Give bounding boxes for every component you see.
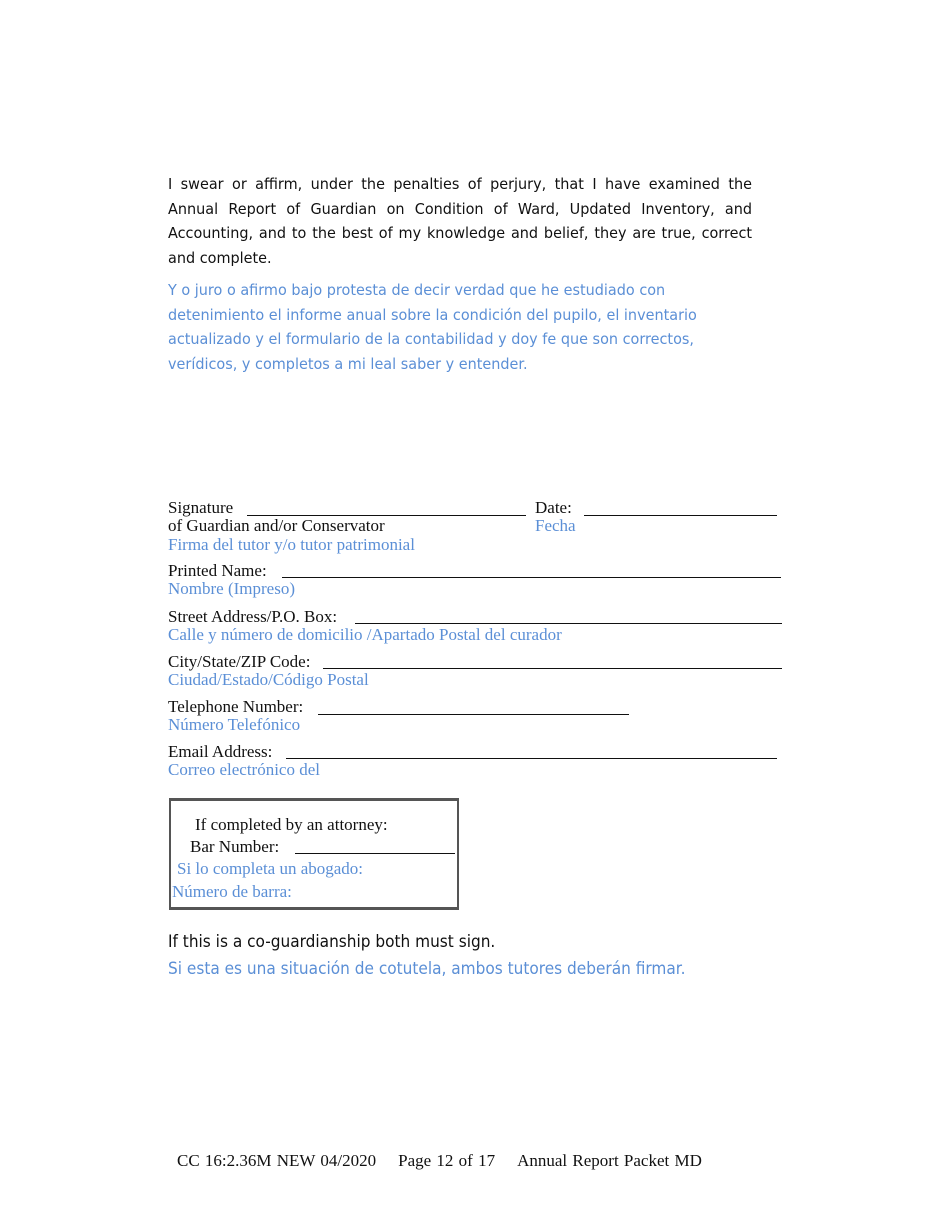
email-label: Email Address:	[168, 742, 273, 761]
date-label-es: Fecha	[535, 516, 576, 535]
email-line[interactable]	[286, 758, 777, 759]
telephone-label-es: Número Telefónico	[168, 715, 301, 734]
city-state-zip-line[interactable]	[323, 668, 782, 669]
signature-label-es: Firma del tutor y/o tutor patrimonial	[168, 535, 415, 554]
attorney-heading: If completed by an attorney:	[195, 815, 388, 834]
telephone-label: Telephone Number:	[168, 697, 304, 716]
street-address-label: Street Address/P.O. Box:	[168, 607, 338, 626]
bar-number-label: Bar Number:	[190, 837, 280, 856]
printed-name-line[interactable]	[282, 577, 781, 578]
attorney-heading-es: Si lo completa un abogado:	[177, 859, 364, 878]
date-line[interactable]	[584, 515, 777, 516]
city-state-zip-label: City/State/ZIP Code:	[168, 652, 311, 671]
street-address-label-es: Calle y número de domicilio /Apartado Postal del curador	[168, 625, 562, 644]
signature-sub-label: of Guardian and/or Conservator	[168, 516, 385, 535]
page-number: Page 12 of 17	[398, 1151, 496, 1170]
bar-number-label-es: Número de barra:	[172, 882, 292, 901]
printed-name-label-es: Nombre (Impreso)	[168, 579, 295, 598]
coguardian-note-es: Si esta es una situación de cotutela, ambos tutores deberán firmar.	[168, 959, 686, 978]
oath-spanish: Y o juro o afirmo bajo protesta de decir verdad que he estudiado con detenimiento el informe anual sobre la condición del pupilo, el inventario actualizado y el formulario de la contabilidad y doy fe que son correctos, verídicos, y completos a mi leal saber y entender.	[168, 281, 697, 373]
attorney-box	[169, 798, 459, 910]
bar-number-line[interactable]	[295, 853, 455, 854]
date-label: Date:	[535, 498, 572, 517]
email-label-es: Correo electrónico del	[168, 760, 320, 779]
form-id: CC 16:2.36M NEW 04/2020	[177, 1151, 377, 1170]
printed-name-label: Printed Name:	[168, 561, 267, 580]
telephone-line[interactable]	[318, 714, 629, 715]
coguardian-note: If this is a co-guardianship both must sign.	[168, 932, 496, 951]
city-state-zip-label-es: Ciudad/Estado/Código Postal	[168, 670, 369, 689]
street-address-line[interactable]	[355, 623, 782, 624]
packet-name: Annual Report Packet MD	[517, 1151, 702, 1170]
page-footer	[177, 1151, 724, 1171]
oath-english: I swear or affirm, under the penalties of perjury, that I have examined the Annual Report of Guardian on Condition of Ward, Updated Inventory, and Accounting, and to the best of my knowledge and belief, they are true, correct and complete.	[168, 175, 753, 267]
signature-label: Signature	[168, 498, 234, 517]
